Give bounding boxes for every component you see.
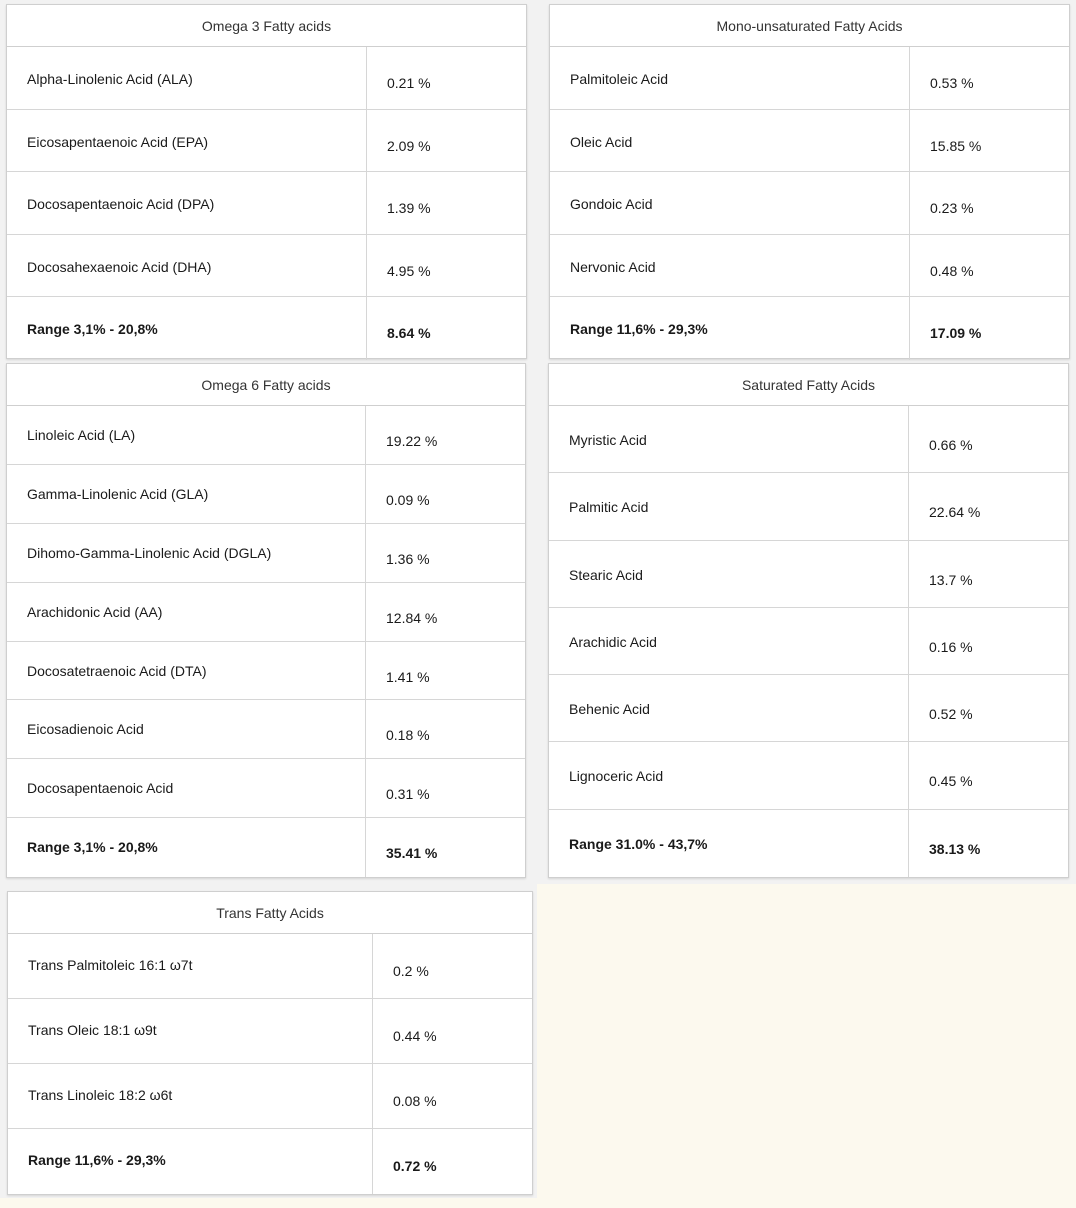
total-row <box>7 818 525 877</box>
acid-value: 0.31 % <box>386 786 430 803</box>
acid-value: 0.23 % <box>930 200 974 217</box>
acid-name: Palmitoleic Acid <box>550 47 910 109</box>
acid-value: 0.66 % <box>929 437 973 453</box>
total-row <box>7 297 526 360</box>
range-label: Range 3,1% - 20,8% <box>7 297 367 360</box>
acid-name: Arachidonic Acid (AA) <box>7 583 366 641</box>
omega3-table <box>6 4 527 359</box>
table-row <box>7 47 526 110</box>
acid-value: 0.18 % <box>386 727 430 744</box>
acid-name: Alpha-Linolenic Acid (ALA) <box>7 47 367 109</box>
acid-name: Docosatetraenoic Acid (DTA) <box>7 642 366 700</box>
table-row <box>550 47 1069 110</box>
acid-value: 1.39 % <box>387 200 431 217</box>
saturated-title: Saturated Fatty Acids <box>549 364 1068 406</box>
acid-name: Dihomo-Gamma-Linolenic Acid (DGLA) <box>7 524 366 582</box>
acid-value: 0.09 % <box>386 491 430 508</box>
acid-name: Behenic Acid <box>549 675 909 741</box>
acid-value: 0.52 % <box>929 706 973 723</box>
table-row <box>7 700 525 759</box>
acid-value: 4.95 % <box>387 262 431 279</box>
acid-name: Eicosadienoic Acid <box>7 700 366 758</box>
acid-value: 12.84 % <box>386 609 438 626</box>
total-row <box>550 297 1069 360</box>
acid-name: Arachidic Acid <box>549 608 909 674</box>
acid-name: Trans Linoleic 18:2 ω6t <box>8 1064 373 1128</box>
acid-value: 2.09 % <box>387 137 431 154</box>
acid-value: 0.2 % <box>393 963 429 979</box>
table-row <box>549 675 1068 742</box>
total-value: 0.72 % <box>393 1158 437 1174</box>
table-row <box>7 524 525 583</box>
table-row <box>7 172 526 235</box>
mono-title: Mono-unsaturated Fatty Acids <box>550 5 1069 47</box>
acid-name: Linoleic Acid (LA) <box>7 406 366 464</box>
acid-name: Docosahexaenoic Acid (DHA) <box>7 235 367 297</box>
table-row <box>7 759 525 818</box>
acid-name: Stearic Acid <box>549 541 909 607</box>
table-row <box>8 999 532 1064</box>
total-value: 17.09 % <box>930 325 982 342</box>
acid-name: Eicosapentaenoic Acid (EPA) <box>7 110 367 172</box>
total-value: 8.64 % <box>387 325 431 342</box>
acid-name: Lignoceric Acid <box>549 742 909 808</box>
acid-value: 0.45 % <box>929 773 973 790</box>
table-row <box>549 608 1068 675</box>
omega6-title: Omega 6 Fatty acids <box>7 364 525 406</box>
total-value: 35.41 % <box>386 845 438 862</box>
acid-value: 0.48 % <box>930 262 974 279</box>
omega6-table <box>6 363 526 878</box>
range-label: Range 11,6% - 29,3% <box>550 297 910 360</box>
acid-value: 1.36 % <box>386 550 430 567</box>
acid-value: 13.7 % <box>929 571 973 588</box>
table-row <box>7 642 525 701</box>
saturated-table <box>548 363 1069 878</box>
table-row <box>7 465 525 524</box>
acid-name: Gamma-Linolenic Acid (GLA) <box>7 465 366 523</box>
acid-name: Palmitic Acid <box>549 473 909 539</box>
range-label: Range 3,1% - 20,8% <box>7 818 366 877</box>
table-row <box>550 235 1069 298</box>
acid-name: Gondoic Acid <box>550 172 910 234</box>
trans-title: Trans Fatty Acids <box>8 892 532 934</box>
table-row <box>550 172 1069 235</box>
mono-unsaturated-table <box>549 4 1070 359</box>
table-row <box>8 934 532 999</box>
acid-name: Docosapentaenoic Acid <box>7 759 366 817</box>
acid-name: Docosapentaenoic Acid (DPA) <box>7 172 367 234</box>
total-row <box>549 810 1068 877</box>
acid-value: 22.64 % <box>929 504 981 521</box>
table-row <box>7 406 525 465</box>
omega3-title: Omega 3 Fatty acids <box>7 5 526 47</box>
table-row <box>549 742 1068 809</box>
background-area <box>537 884 1076 1208</box>
total-row <box>8 1129 532 1194</box>
table-row <box>550 110 1069 173</box>
acid-name: Nervonic Acid <box>550 235 910 297</box>
table-row <box>7 583 525 642</box>
acid-value: 15.85 % <box>930 137 982 154</box>
acid-value: 0.53 % <box>930 75 974 91</box>
acid-name: Trans Palmitoleic 16:1 ω7t <box>8 934 373 998</box>
acid-value: 0.08 % <box>393 1093 437 1109</box>
acid-value: 1.41 % <box>386 668 430 685</box>
trans-table <box>7 891 533 1195</box>
acid-name: Myristic Acid <box>549 406 909 472</box>
total-value: 38.13 % <box>929 840 981 857</box>
acid-value: 0.44 % <box>393 1028 437 1044</box>
range-label: Range 11,6% - 29,3% <box>8 1129 373 1194</box>
table-row <box>8 1064 532 1129</box>
acid-value: 0.16 % <box>929 638 973 655</box>
range-label: Range 31.0% - 43,7% <box>549 810 909 877</box>
acid-name: Trans Oleic 18:1 ω9t <box>8 999 373 1063</box>
acid-value: 19.22 % <box>386 433 438 449</box>
table-row <box>7 235 526 298</box>
table-row <box>549 406 1068 473</box>
table-row <box>7 110 526 173</box>
table-row <box>549 541 1068 608</box>
acid-name: Oleic Acid <box>550 110 910 172</box>
acid-value: 0.21 % <box>387 75 431 91</box>
table-row <box>549 473 1068 540</box>
background-strip <box>0 1198 540 1208</box>
